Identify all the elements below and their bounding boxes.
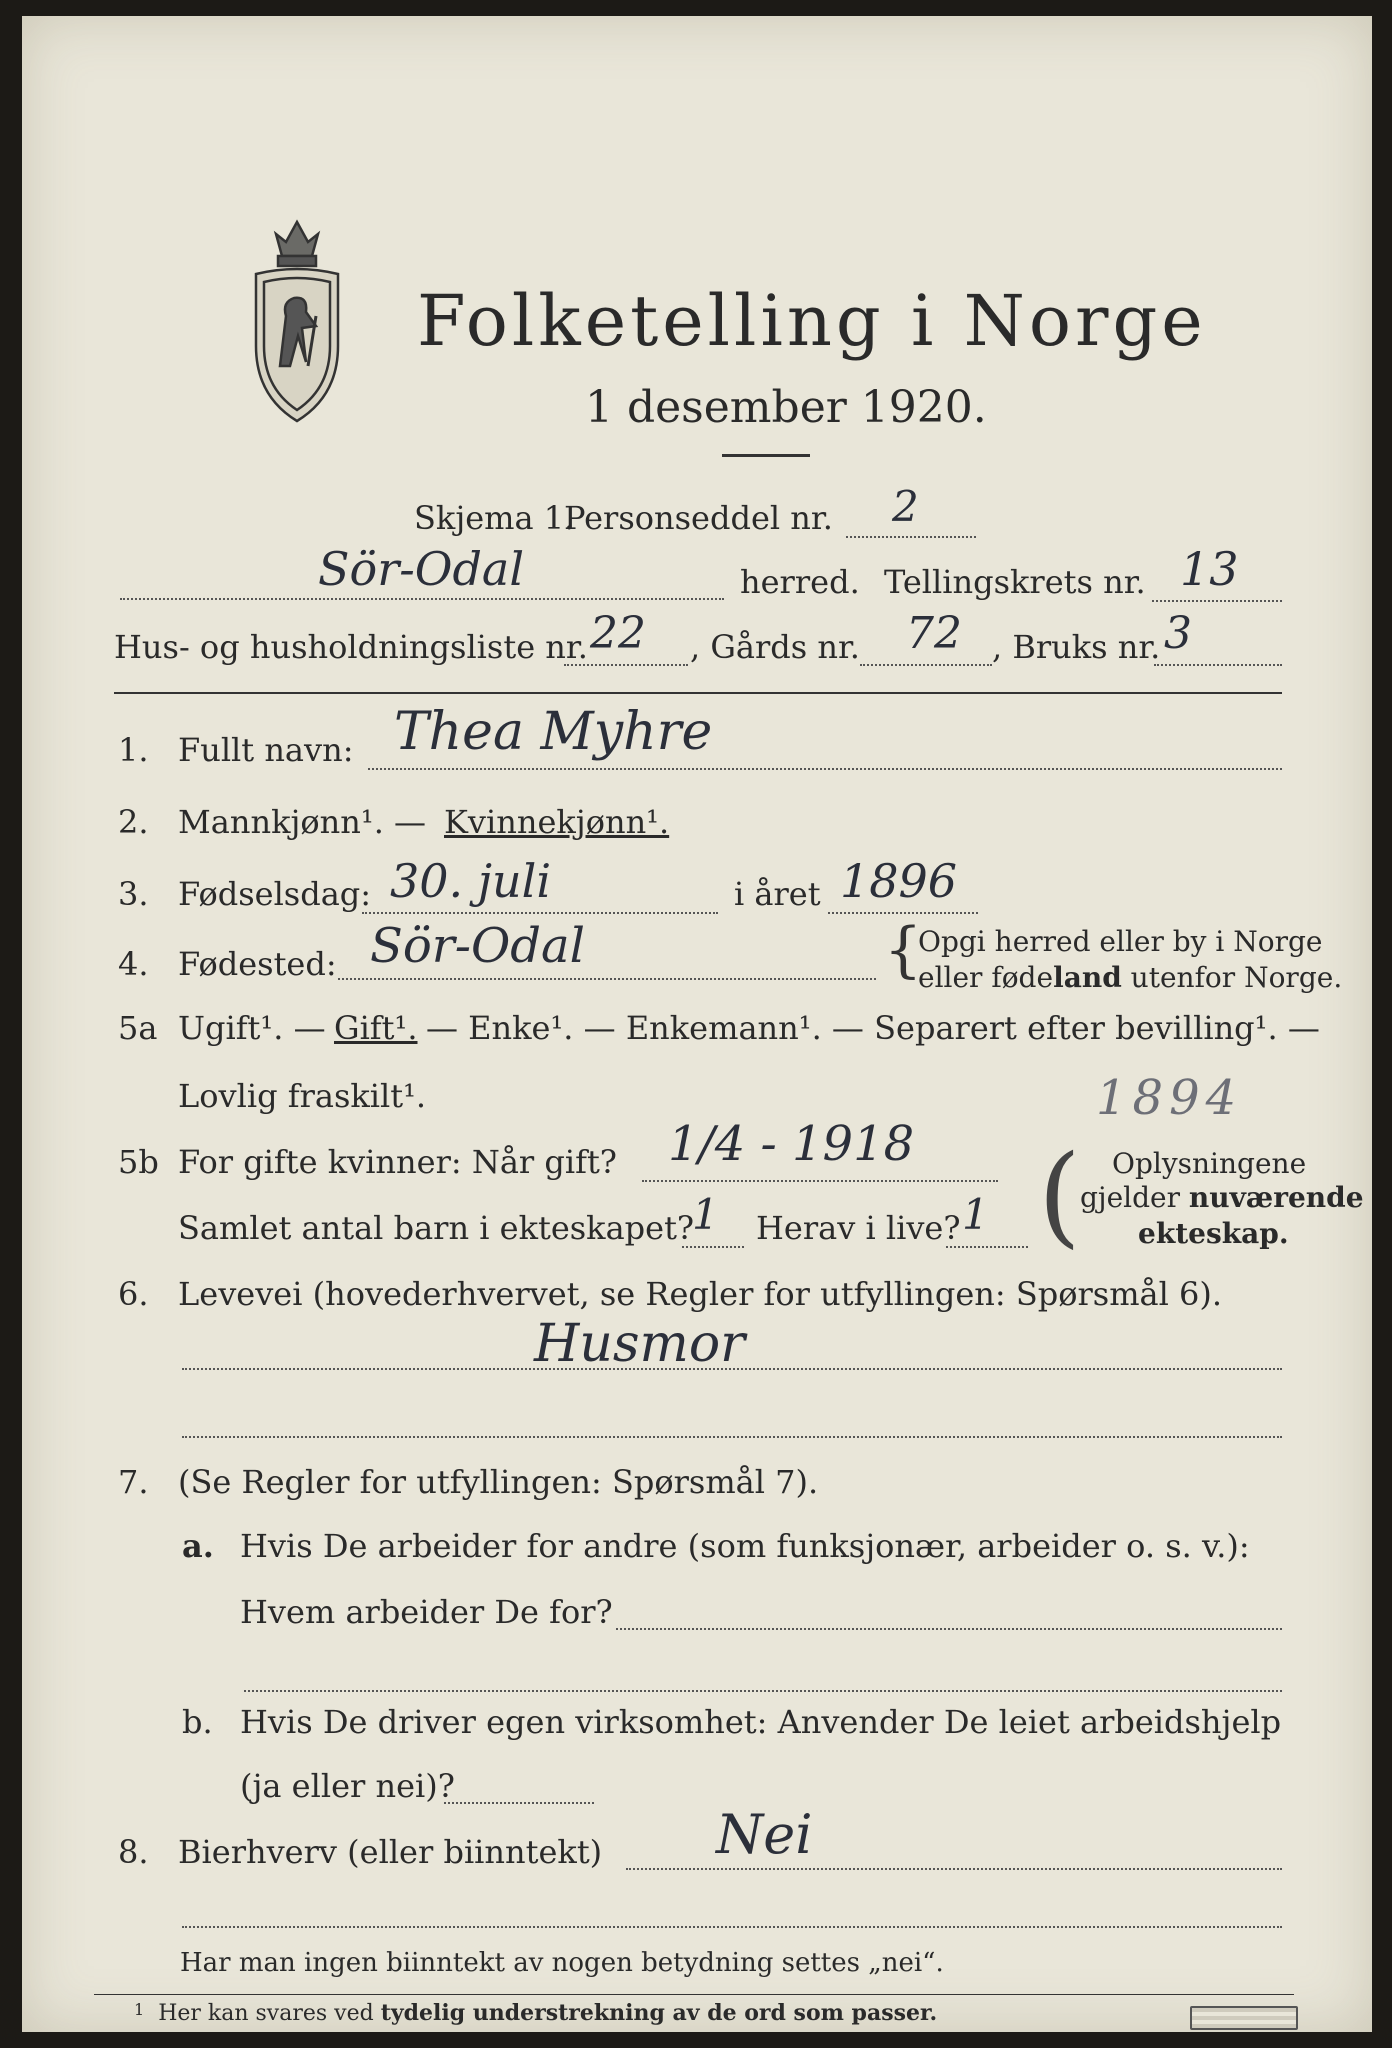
- q5b-barn-line: [682, 1246, 744, 1248]
- q5b-note-line2: gjelder nuværende: [1080, 1181, 1364, 1214]
- q2-mann: Mannkjønn¹. —: [178, 803, 427, 841]
- footnote: $^1$ Her kan svares ved tydelig understrekning av de ord som passer.: [134, 2000, 938, 2026]
- q5a-rest: — Enke¹. — Enkemann¹. — Separert efter bevilling¹. —: [426, 1009, 1320, 1047]
- husliste-line: [564, 664, 688, 666]
- q5a-gift: Gift¹.: [334, 1009, 418, 1047]
- q8-number: 8.: [118, 1833, 149, 1871]
- gards-label: , Gårds nr.: [690, 628, 860, 666]
- q5b-live-line: [946, 1246, 1028, 1248]
- q6-number: 6.: [118, 1275, 149, 1313]
- personseddel-line: [846, 536, 976, 538]
- q7-number: 7.: [118, 1463, 149, 1501]
- tellingskrets-value: 13: [1180, 542, 1239, 596]
- q5b-value: 1/4 - 1918: [668, 1116, 915, 1172]
- q5b-barn-label: Samlet antal barn i ekteskapet?: [178, 1209, 695, 1247]
- q4-note-line2: eller fødeland utenfor Norge.: [918, 961, 1343, 994]
- q5a-margin-note: 1894: [1096, 1070, 1243, 1126]
- q1-label: Fullt navn:: [178, 731, 354, 769]
- q7b-line2: (ja eller nei)?: [240, 1767, 455, 1805]
- q3-label: Fødselsdag:: [178, 875, 372, 913]
- printer-stamp: [1190, 2006, 1298, 2030]
- tellingskrets-label: Tellingskrets nr.: [884, 563, 1146, 601]
- q7a-answer-line-2: [244, 1690, 1282, 1692]
- census-form-page: [22, 16, 1372, 2032]
- q4-label: Fødested:: [178, 945, 337, 983]
- q5b-number: 5b: [118, 1143, 159, 1181]
- herred-value: Sör-Odal: [318, 542, 525, 596]
- footer-note: Har man ingen biinntekt av nogen betydning settes „nei“.: [180, 1948, 944, 1978]
- q1-number: 1.: [118, 731, 149, 769]
- gards-line: [860, 664, 992, 666]
- q8-value: Nei: [716, 1803, 813, 1866]
- q5a-number: 5a: [118, 1009, 158, 1047]
- bruks-label: , Bruks nr.: [992, 628, 1161, 666]
- q7a-line2: Hvem arbeider De for?: [240, 1593, 613, 1631]
- q4-note-line1: Opgi herred eller by i Norge: [918, 925, 1323, 958]
- footer-divider: [94, 1994, 1294, 1995]
- q4-brace: {: [884, 915, 923, 985]
- tellingskrets-line: [1152, 600, 1282, 602]
- q5b-note-line3: ekteskap.: [1138, 1217, 1289, 1250]
- q1-line: [368, 768, 1282, 770]
- schema-label: Skjema 1.: [414, 499, 575, 537]
- herred-label: herred.: [740, 563, 860, 601]
- husliste-value: 22: [590, 608, 646, 659]
- title-divider: [722, 454, 810, 457]
- q7b-answer-line: [444, 1802, 594, 1804]
- q7a-answer-line: [616, 1628, 1282, 1630]
- bruks-value: 3: [1164, 608, 1192, 659]
- q3-year-line: [828, 912, 978, 914]
- q3-number: 3.: [118, 875, 149, 913]
- q3-year-value: 1896: [840, 854, 958, 908]
- q8-line-2: [182, 1926, 1282, 1928]
- header-divider: [114, 692, 1282, 694]
- q3-value: 30. juli: [390, 854, 552, 908]
- q5a-ugift: Ugift¹. —: [178, 1009, 326, 1047]
- q5b-barn-value: 1: [692, 1190, 719, 1239]
- q7b-label: Hvis De driver egen virksomhet: Anvender De leiet arbeidshjelp: [240, 1703, 1282, 1741]
- husliste-label: Hus- og husholdningsliste nr.: [114, 628, 588, 666]
- q3-year-label: i året: [734, 875, 821, 913]
- personseddel-value: 2: [892, 482, 919, 531]
- q5b-label: For gifte kvinner: Når gift?: [178, 1143, 617, 1181]
- herred-line: [120, 598, 724, 600]
- norwegian-coat-of-arms-icon: [246, 216, 348, 428]
- q4-line: [338, 978, 876, 980]
- q5b-live-value: 1: [962, 1190, 989, 1239]
- personseddel-label: Personseddel nr.: [564, 499, 833, 537]
- q1-value: Thea Myhre: [394, 702, 713, 762]
- page-title: Folketelling i Norge: [417, 280, 1207, 362]
- q2-kvinne: Kvinnekjønn¹.: [444, 803, 670, 841]
- q4-value: Sör-Odal: [370, 918, 585, 974]
- q5b-brace: (: [1038, 1131, 1081, 1259]
- census-date: 1 desember 1920.: [585, 382, 987, 433]
- q2-number: 2.: [118, 803, 149, 841]
- q6-label: Levevei (hovederhvervet, se Regler for utfyllingen: Spørsmål 6).: [178, 1275, 1223, 1313]
- q4-number: 4.: [118, 945, 149, 983]
- q8-line: [626, 1868, 1282, 1870]
- q5a-line2: Lovlig fraskilt¹.: [178, 1077, 427, 1115]
- gards-value: 72: [906, 608, 962, 659]
- bruks-line: [1154, 664, 1282, 666]
- q3-line: [362, 912, 718, 914]
- q6-value: Husmor: [534, 1314, 745, 1374]
- q7b-number: b.: [182, 1703, 213, 1741]
- q7a-number: a.: [182, 1527, 214, 1565]
- q7-label: (Se Regler for utfyllingen: Spørsmål 7).: [178, 1463, 819, 1501]
- q5b-line: [642, 1180, 998, 1182]
- q8-label: Bierhverv (eller biinntekt): [178, 1833, 603, 1871]
- q5b-live-label: Herav i live?: [756, 1209, 961, 1247]
- q5b-note-line1: Oplysningene: [1112, 1147, 1307, 1180]
- q6-line-2: [182, 1436, 1282, 1438]
- q7a-label: Hvis De arbeider for andre (som funksjonær, arbeider o. s. v.):: [240, 1527, 1250, 1565]
